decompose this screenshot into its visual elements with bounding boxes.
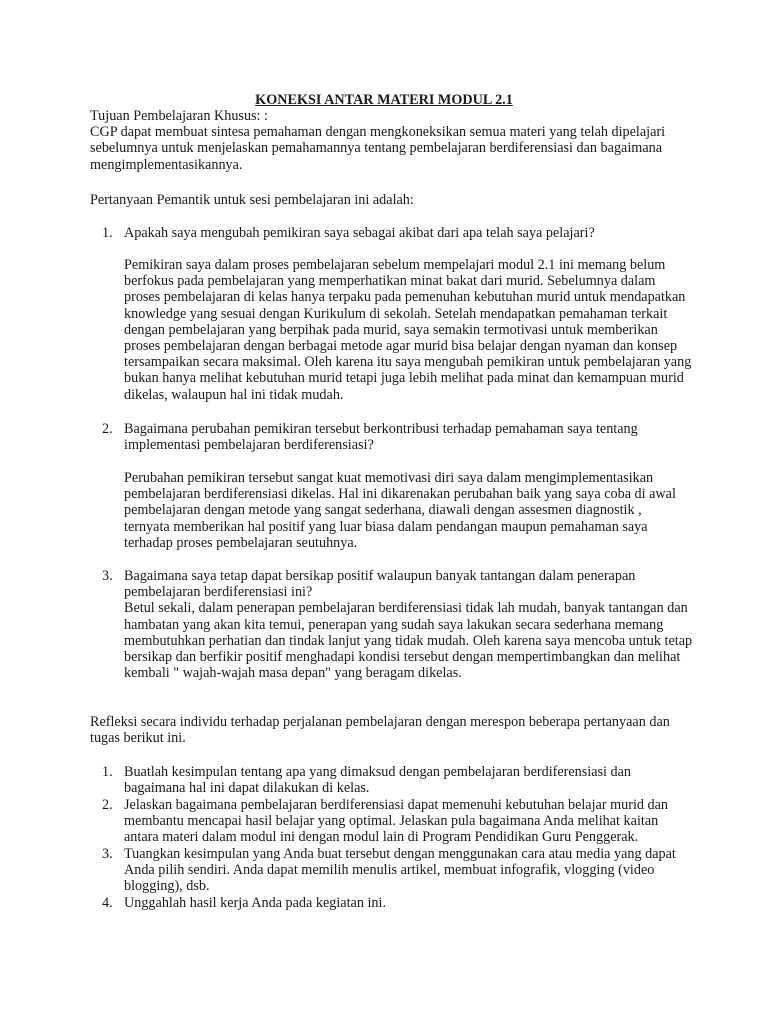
reflection-item-line: antara materi dalam modul ini dengan modul lain di Program Pendidikan Guru Penggerak.: [124, 829, 639, 846]
reflection-item-number: 2.: [102, 797, 113, 813]
prompt-intro: [90, 192, 690, 208]
question-line: Bagaimana perubahan pemikiran tersebut berkontribusi terhadap pemahaman saya tentang: [124, 421, 638, 437]
intro-line: mengimplementasikannya.: [90, 156, 243, 173]
answer-line: Betul sekali, dalam penerapan pembelajaran berdiferensiasi tidak lah mudah, banyak tantangan dan: [124, 600, 688, 617]
question-line: implementasi pembelajaran berdiferensiasi?: [124, 437, 374, 454]
reflection-intro: [90, 714, 690, 746]
answer-line: Pemikiran saya dalam proses pembelajaran sebelum mempelajari modul 2.1 ini memang belum: [124, 257, 666, 273]
intro-line: sebelumnya untuk menjelaskan pemahamannya tentang pembelajaran berdiferensiasi dan bagaimana: [90, 140, 663, 157]
answer-line: Perubahan pemikiran tersebut sangat kuat memotivasi diri saya dalam mengimplementasikan: [124, 470, 654, 486]
question-number: 1.: [102, 225, 113, 241]
reflection-item-line: Anda pilih sendiri. Anda dapat memilih menulis artikel, membuat infografik, vlogging (video: [124, 862, 655, 879]
reflection-item-number: 3.: [102, 846, 113, 862]
reflection-item-line: Buatlah kesimpulan tentang apa yang dimaksud dengan pembelajaran berdiferensiasi dan: [124, 764, 632, 780]
question-line: pembelajaran berdiferensiasi ini?: [124, 584, 313, 601]
answer-line: bersikap dan berfikir positif menghadapi kondisi tersebut dengan mempertimbangkan dan melihat: [124, 649, 681, 666]
reflection-item-line: membantu mencapai hasil belajar yang optimal. Jelaskan pula bagaimana Anda melihat kaitan: [124, 813, 659, 830]
reflection-item: [124, 895, 694, 911]
answer-line: pembelajaran dengan metode yang sangat sederhana, diawali dengan assesmen diagnostik ,: [124, 502, 642, 519]
answer-line: proses pembelajaran dengan berbagai metode agar murid bisa belajar dengan nyaman dan konsep: [124, 338, 678, 355]
reflection-item-line: blogging), dsb.: [124, 878, 210, 895]
reflection-item-line: bagaimana hal ini dapat dilakukan di kelas.: [124, 780, 370, 797]
answer-text: [124, 470, 694, 551]
reflection-item-line: Unggahlah hasil kerja Anda pada kegiatan ini.: [124, 895, 386, 911]
document-title: KONEKSI ANTAR MATERI MODUL 2.1: [255, 92, 513, 108]
intro-line: CGP dapat membuat sintesa pemahaman dengan mengkoneksikan semua materi yang telah dipelajari: [90, 124, 666, 141]
prompt-intro-text: Pertanyaan Pemantik untuk sesi pembelajaran ini adalah:: [90, 192, 414, 208]
reflection-item: [124, 797, 694, 846]
answer-line: hambatan yang akan kita temui, penerapan yang sudah saya lakukan secara sederhana memang: [124, 616, 664, 633]
answer-text: [124, 257, 694, 403]
answer-line: knowledge yang sesuai dengan Kurikulum di sekolah. Setelah mendapatkan pemahaman terkait: [124, 305, 668, 322]
answer-line: membutuhkan perhatian dan tindak lanjut yang tidak mudah. Oleh karena saya mencoba untuk tetap: [124, 632, 693, 649]
reflection-item-line: Jelaskan bagaimana pembelajaran berdiferensiasi dapat memenuhi kebutuhan belajar murid dan: [124, 797, 669, 813]
reflection-item-number: 1.: [102, 764, 113, 780]
reflection-intro-line: tugas berikut ini.: [90, 730, 186, 747]
reflection-item: [124, 846, 694, 895]
question-line: Apakah saya mengubah pemikiran saya sebagai akibat dari apa telah saya pelajari?: [124, 225, 595, 241]
reflection-item: [124, 764, 694, 796]
answer-line: kembali " wajah-wajah masa depan" yang beragam dikelas.: [124, 665, 462, 682]
question-text: [124, 421, 694, 453]
answer-line: bukan hanya melihat kebutuhan murid tetapi juga lebih melihat pada minat dan kemampuan murid: [124, 370, 684, 387]
answer-line: ternyata memberikan hal positif yang luar biasa dalam pendangan maupun pemahaman saya: [124, 518, 648, 535]
answer-line: tersampaikan secara maksimal. Oleh karena itu saya mengubah pemikiran untuk pembelajaran yang: [124, 354, 692, 371]
intro-heading: Tujuan Pembelajaran Khusus: :: [90, 108, 268, 124]
answer-line: pembelajaran berdiferensiasi dikelas. Hal ini dikarenakan perubahan baik yang saya coba di awal: [124, 486, 676, 503]
question-text: [124, 568, 694, 681]
answer-line: terhadap proses pembelajaran seutuhnya.: [124, 534, 358, 551]
question-text: [124, 225, 694, 241]
answer-line: dikelas, walaupun hal ini tidak mudah.: [124, 386, 344, 403]
reflection-item-line: Tuangkan kesimpulan yang Anda buat tersebut dengan menggunakan cara atau media yang dapat: [124, 846, 676, 862]
question-number: 2.: [102, 421, 113, 437]
answer-line: berfokus pada pembelajaran yang memperhatikan minat bakat dari murid. Sebelumnya dalam: [124, 273, 656, 290]
answer-line: dengan pembelajaran yang berpihak pada murid, saya semakin termotivasi untuk memberikan: [124, 321, 658, 338]
question-number: 3.: [102, 568, 113, 584]
reflection-item-number: 4.: [102, 895, 113, 911]
intro-section: [90, 108, 690, 173]
answer-line: proses pembelajaran di kelas hanya terpaku pada pemenuhan kebutuhan murid untuk mendapatkan: [124, 289, 686, 306]
question-line: Bagaimana saya tetap dapat bersikap positif walaupun banyak tantangan dalam penerapan: [124, 568, 636, 584]
reflection-intro-line: Refleksi secara individu terhadap perjalanan pembelajaran dengan merespon beberapa pertanyaan dan: [90, 714, 670, 730]
